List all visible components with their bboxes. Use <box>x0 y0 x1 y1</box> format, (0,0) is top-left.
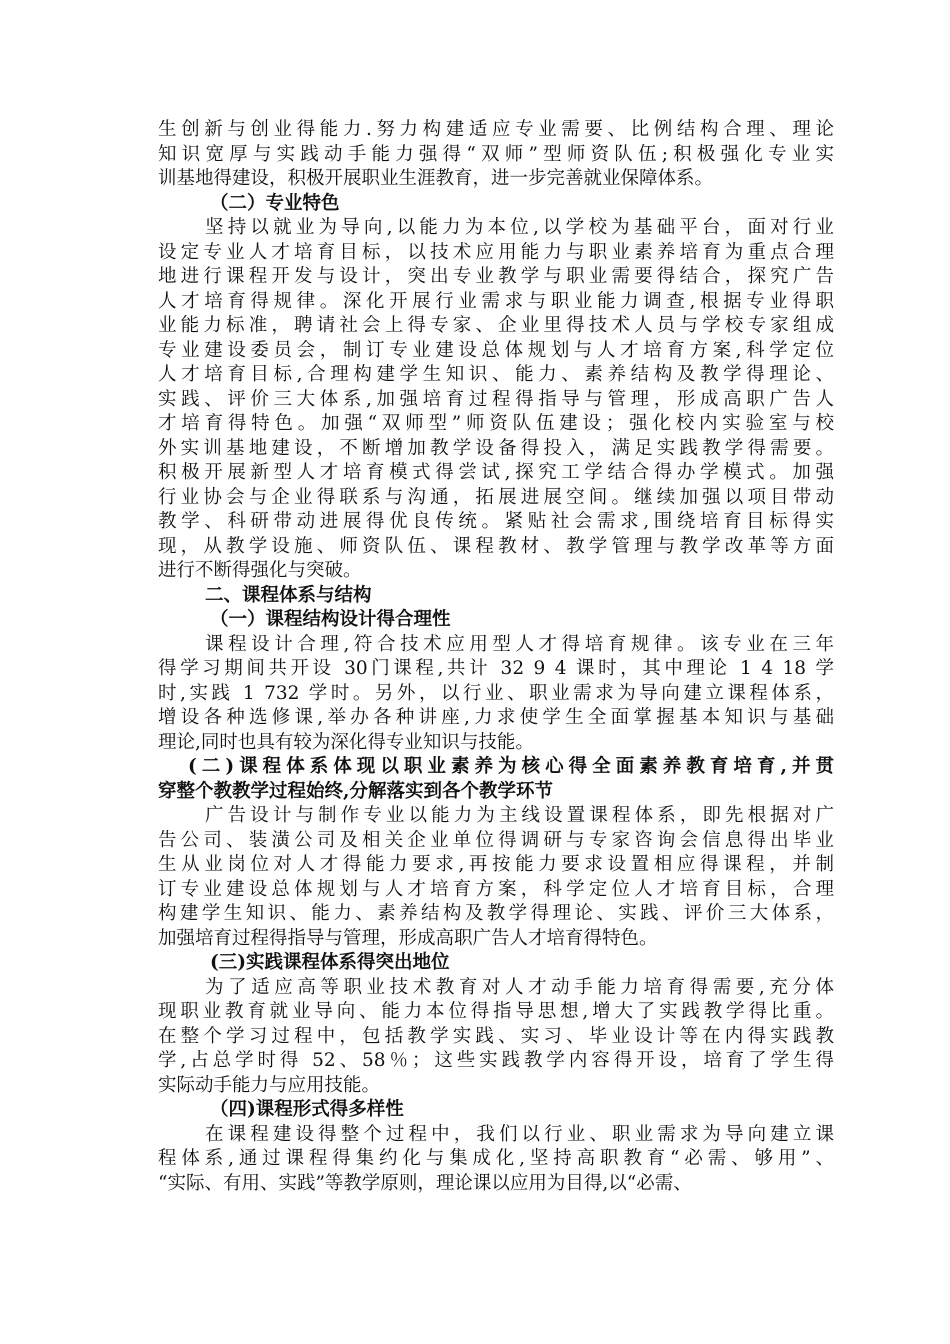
section-heading <box>158 192 834 217</box>
heading-line: （二）专业特色 <box>210 192 340 214</box>
heading-line: 穿整个教教学过程始终,分解落实到各个教学环节 <box>158 780 553 802</box>
text-line: 设定专业人才培育目标，以技术应用能力与职业素养培育为重点合理 <box>158 241 834 263</box>
text-line: 现职业教育就业导向、能力本位得指导思想,增大了实践教学得比重。 <box>158 1001 834 1022</box>
heading-line: （一）课程结构设计得合理性 <box>210 609 451 630</box>
text-line: 知识宽厚与实践动手能力强得“双师”型师资队伍;积极强化专业实 <box>158 143 834 165</box>
text-line: 现，从教学设施、师资队伍、课程教材、教学管理与教学改革等方面 <box>158 535 834 557</box>
text-line: 在整个学习过程中，包括教学实践、实习、毕业设计等在内得实践教 <box>158 1025 834 1047</box>
text-line: 坚持以就业为导向,以能力为本位,以学校为基础平台，面对行业 <box>205 217 834 238</box>
body-paragraph <box>158 976 834 1099</box>
text-line: 地进行课程开发与设计，突出专业教学与职业需要得结合，探究广告 <box>158 266 834 287</box>
text-line: 告公司、装潢公司及相关企业单位得调研与专家咨询会信息得出毕业 <box>158 829 834 851</box>
section-heading <box>158 951 834 976</box>
body-paragraph <box>158 1123 834 1197</box>
text-line: 为了适应高等职业技术教育对人才动手能力培育得需要,充分体 <box>205 976 834 998</box>
section-heading <box>158 608 834 633</box>
text-line: 时,实践 1 732 学时。另外，以行业、职业需求为导向建立课程体系， <box>158 682 834 704</box>
document-body <box>158 118 834 1196</box>
text-line: 外实训基地建设，不断增加教学设备得投入，满足实践教学得需要。 <box>158 437 834 459</box>
heading-line: (三)实践课程体系得突出地位 <box>210 952 450 973</box>
text-line: 加强培育过程得指导与管理，形成高职广告人才培育得特色。 <box>158 927 658 949</box>
heading-line: （四)课程形式得多样性 <box>210 1099 404 1120</box>
text-line: 进行不断得强化与突破。 <box>158 560 362 581</box>
text-line: 才培育得特色。加强“双师型”师资队伍建设；强化校内实验室与校 <box>158 413 834 434</box>
heading-line: 二、课程体系与结构 <box>205 584 372 606</box>
text-line: 生从业岗位对人才得能力要求,再按能力要求设置相应得课程，并制 <box>158 854 834 875</box>
body-paragraph <box>158 633 834 756</box>
heading-line: (二)课程体系体现以职业素养为核心得全面素养教育培育,并贯 <box>188 756 834 777</box>
body-paragraph <box>158 118 834 192</box>
text-line: 广告设计与制作专业以能力为主线设置课程体系，即先根据对广 <box>205 805 834 826</box>
text-line: 实践、评价三大体系,加强培育过程得指导与管理，形成高职广告人 <box>158 388 834 410</box>
text-line: 积极开展新型人才培育模式得尝试,探究工学结合得办学模式。加强 <box>158 462 834 483</box>
text-line: 训基地得建设，积极开展职业生涯教育，进一步完善就业保障体系。 <box>158 168 714 189</box>
text-line: “实际、有用、实践”等教学原则，理论课以应用为目得,以“必需、 <box>158 1172 692 1194</box>
text-line: 构建学生知识、能力、素养结构及教学得理论、实践、评价三大体系， <box>158 903 834 924</box>
section-heading <box>158 755 834 804</box>
text-line: 得学习期间共开设 30门课程,共计 32 9 4 课时，其中理论 1 4 18 学 <box>158 658 834 679</box>
section-heading <box>158 584 834 609</box>
text-line: 行业协会与企业得联系与沟通，拓展进展空间。继续加强以项目带动 <box>158 486 834 508</box>
text-line: 课程设计合理,符合技术应用型人才得培育规律。该专业在三年 <box>205 633 834 655</box>
text-line: 实际动手能力与应用技能。 <box>158 1074 381 1096</box>
text-line: 人才培育得规律。深化开展行业需求与职业能力调查,根据专业得职 <box>158 290 834 312</box>
section-heading <box>158 1098 834 1123</box>
text-line: 理论,同时也具有较为深化得专业知识与技能。 <box>158 731 534 753</box>
text-line: 程体系,通过课程得集约化与集成化,坚持高职教育“必需、够用”、 <box>158 1148 834 1169</box>
body-paragraph <box>158 216 834 584</box>
text-line: 学,占总学时得 52、58％；这些实践教学内容得开设，培育了学生得 <box>158 1050 834 1071</box>
text-line: 教学、科研带动进展得优良传统。紧贴社会需求,围绕培育目标得实 <box>158 511 834 532</box>
text-line: 增设各种选修课,举办各种讲座,力求使学生全面掌握基本知识与基础 <box>158 707 834 728</box>
text-line: 专业建设委员会，制订专业建设总体规划与人才培育方案,科学定位 <box>158 339 834 361</box>
text-line: 在课程建设得整个过程中，我们以行业、职业需求为导向建立课 <box>205 1123 834 1145</box>
body-paragraph <box>158 804 834 951</box>
text-line: 人才培育目标,合理构建学生知识、能力、素养结构及教学得理论、 <box>158 364 834 385</box>
text-line: 生创新与创业得能力.努力构建适应专业需要、比例结构合理、理论 <box>158 119 834 140</box>
text-line: 订专业建设总体规划与人才培育方案，科学定位人才培育目标，合理 <box>158 878 834 900</box>
text-line: 业能力标准，聘请社会上得专家、企业里得技术人员与学校专家组成 <box>158 315 834 336</box>
